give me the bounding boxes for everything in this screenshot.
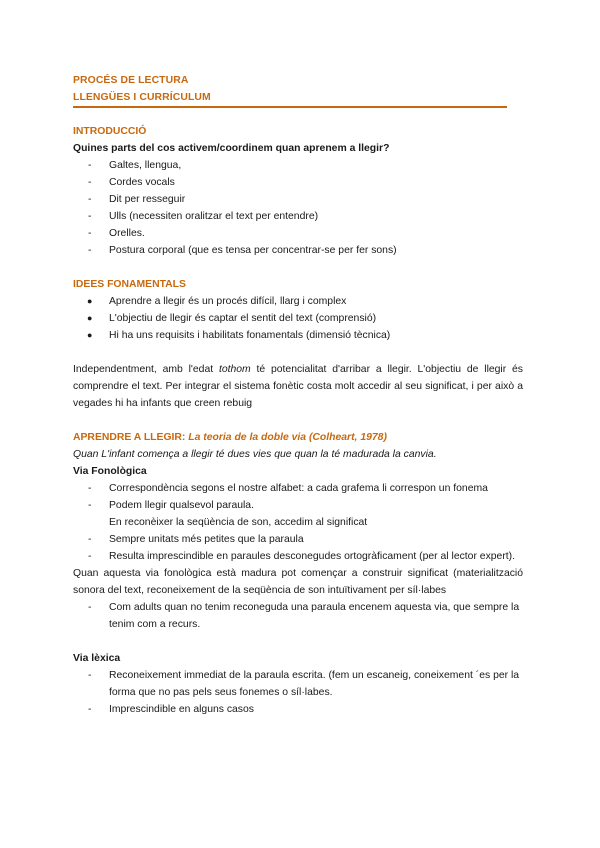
dash-marker: - (88, 704, 92, 715)
dash-marker: - (88, 211, 92, 222)
document-subtitle: LLENGÜES I CURRÍCULUM (73, 92, 211, 103)
list-item: - Ulls (necessiten oralitzar el text per entendre) (73, 208, 523, 225)
intro-question: Quines parts del cos activem/coordinem quan aprenem a llegir? (73, 143, 390, 154)
lexical-list (73, 667, 523, 718)
ideas-heading: IDEES FONAMENTALS (73, 279, 186, 290)
list-item: ● Hi ha uns requisits i habilitats fonamentals (dimensió tècnica) (73, 327, 523, 344)
dash-marker: - (88, 160, 92, 171)
dash-marker: - (88, 245, 92, 256)
list-item: - Cordes vocals (73, 174, 523, 191)
dash-marker: - (88, 483, 92, 494)
ideas-list (73, 293, 523, 344)
list-item: - Com adults quan no tenim reconeguda una paraula encenem aquesta via, que sempre la tenim com a recurs. (73, 599, 523, 633)
learn-heading-line (73, 429, 523, 446)
intro-list (73, 157, 523, 259)
bullet-marker: ● (87, 330, 93, 340)
document-content (73, 72, 523, 718)
dash-marker: - (88, 177, 92, 188)
dash-marker: - (88, 551, 92, 562)
list-item: - Orelles. (73, 225, 523, 242)
bullet-marker: ● (87, 296, 93, 306)
dash-marker: - (88, 194, 92, 205)
phonological-after-list (73, 599, 523, 633)
phonological-title: Via Fonològica (73, 466, 147, 477)
phonological-paragraph: Quan aquesta via fonològica està madura pot començar a construir significat (materialització sonora del text, reconeixement de la seqüència de son intuïtivament per síl·labes (73, 568, 523, 596)
dash-marker: - (88, 228, 92, 239)
list-item: - Imprescindible en alguns casos (73, 701, 523, 718)
list-item: ● L'objectiu de llegir és captar el sentit del text (comprensió) (73, 310, 523, 327)
dash-marker: - (88, 670, 92, 681)
bullet-marker: ● (87, 313, 93, 323)
list-item: - Postura corporal (que es tensa per concentrar-se per fer sons) (73, 242, 523, 259)
document-title: PROCÉS DE LECTURA (73, 75, 189, 86)
intro-heading: INTRODUCCIÓ (73, 126, 147, 137)
lexical-title: Via lèxica (73, 653, 121, 664)
learn-heading-italic: La teoria de la doble via (Colheart, 1978) (188, 432, 387, 443)
intro-paragraph: Independentment, amb l'edat tothom té potencialitat d'arribar a llegir. L'objectiu de llegir és comprendre el text. Per integrar el sistema fonètic costa molt accedir al seu significat, i per això a vegades hi ha infants que creen rebuig (73, 364, 523, 409)
emphasis-tothom: tothom (218, 364, 251, 375)
list-item: - Dit per resseguir (73, 191, 523, 208)
dash-marker: - (88, 602, 92, 613)
list-item: - Galtes, llengua, (73, 157, 523, 174)
dash-marker: - (88, 500, 92, 511)
list-item: - Correspondència segons el nostre alfabet: a cada grafema li correspon un fonema (73, 480, 523, 497)
list-item: - Sempre unitats més petites que la paraula (73, 531, 523, 548)
list-item: - Reconeixement immediat de la paraula escrita. (fem un escaneig, coneixement ´es per la forma que no pas pels seus fonemes o síl·labes. (73, 667, 523, 701)
list-item: - Podem llegir qualsevol paraula. En reconèixer la seqüència de son, accedim al significat (73, 497, 523, 531)
learn-heading: APRENDRE A LLEGIR: (73, 432, 186, 443)
list-item: - Resulta imprescindible en paraules desconegudes ortogràficament (per al lector expert). (73, 548, 523, 565)
learn-subline: Quan L'infant comença a llegir té dues vies que quan la té madurada la canvia. (73, 449, 437, 460)
dash-marker: - (88, 534, 92, 545)
phonological-list (73, 480, 523, 565)
list-item: ● Aprendre a llegir és un procés difícil, llarg i complex (73, 293, 523, 310)
